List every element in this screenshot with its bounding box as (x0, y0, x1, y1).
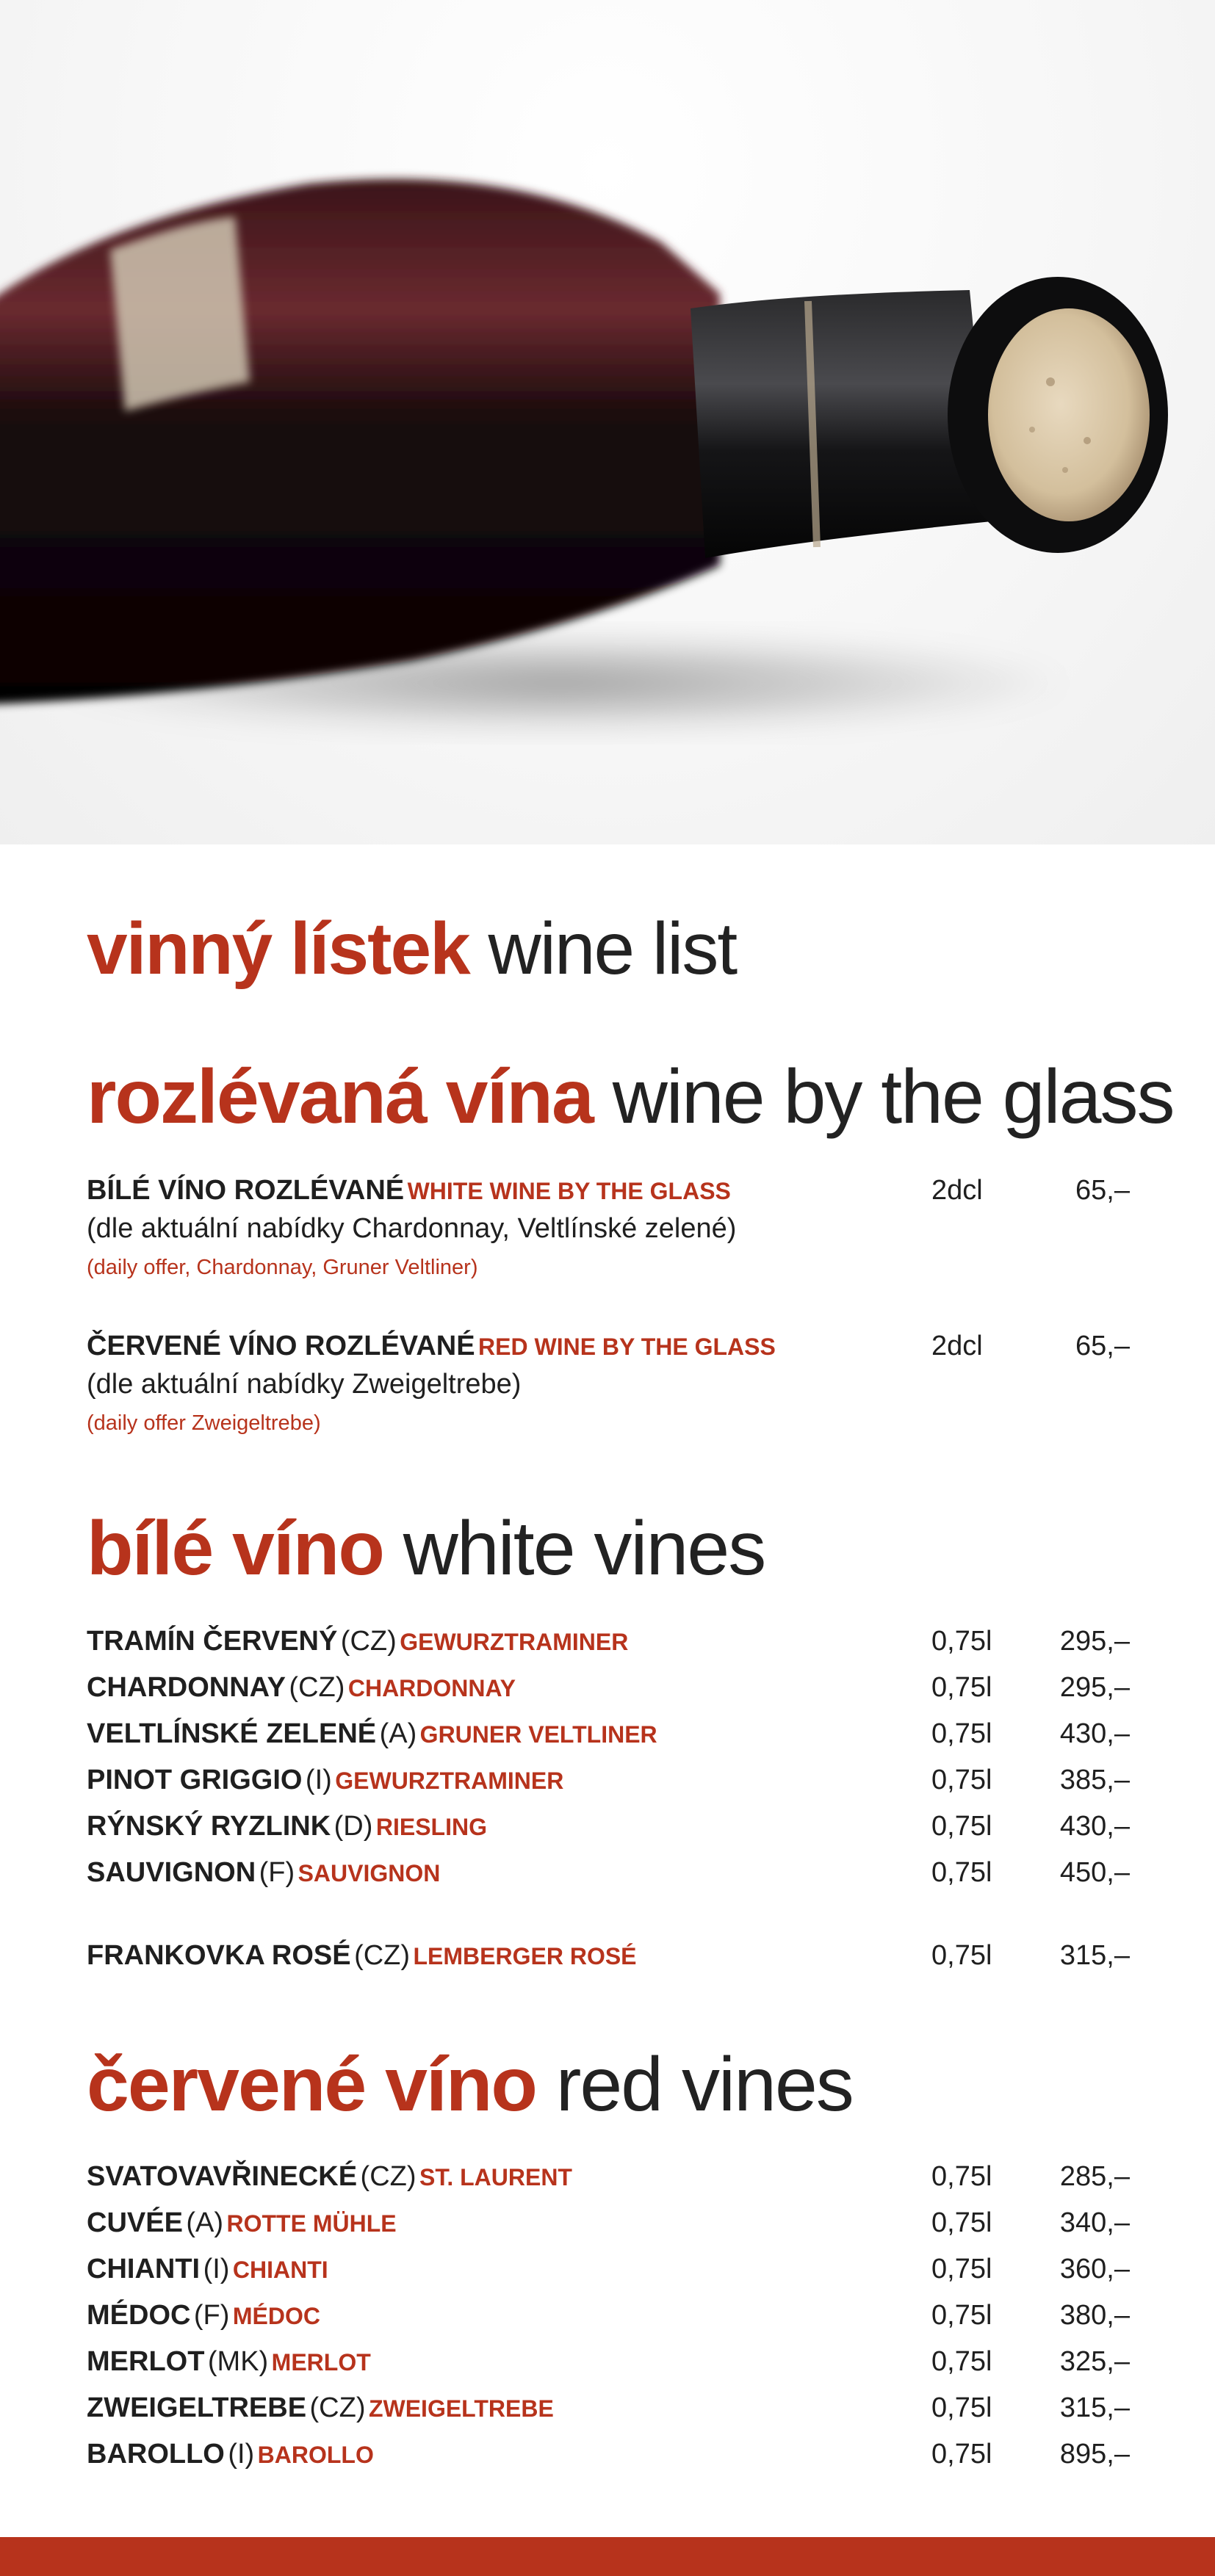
wine-note: (dle aktuální nabídky Chardonnay, Veltlínské zelené) (87, 1213, 737, 1244)
wine-note: (dle aktuální nabídky Zweigeltrebe) (87, 1369, 522, 1400)
wine-name: MERLOT (87, 2346, 205, 2377)
wine-origin: (MK) (207, 2346, 269, 2377)
list-item (87, 1811, 1130, 1848)
wine-volume: 0,75l (931, 2300, 992, 2331)
wine-origin: (CZ) (340, 1626, 397, 1657)
wine-volume: 0,75l (931, 2439, 992, 2470)
list-item (87, 2439, 1130, 2475)
wine-origin: (I) (203, 2254, 230, 2284)
wine-name-en: ZWEIGELTREBE (368, 2395, 554, 2422)
section-title-en: red vines (555, 2042, 853, 2127)
wine-name: CHARDONNAY (87, 1672, 286, 1703)
wine-volume: 0,75l (931, 2207, 992, 2238)
wine-name-en: MERLOT (271, 2349, 371, 2376)
wine-name-en: CHARDONNAY (347, 1675, 516, 1701)
wine-volume: 0,75l (931, 1626, 992, 1657)
section-title-cz: rozlévaná vína (87, 1054, 593, 1140)
wine-name-en: GRUNER VELTLINER (419, 1721, 657, 1748)
wine-origin: (CZ) (360, 2161, 417, 2192)
wine-price: 895,– (1059, 2439, 1130, 2470)
wine-volume: 0,75l (931, 2392, 992, 2423)
list-item (87, 1331, 1130, 1367)
wine-name-en: GEWURZTRAMINER (335, 1768, 564, 1794)
section-title-white (87, 1505, 765, 1593)
wine-name-en: SAUVIGNON (298, 1860, 441, 1886)
section-title-en: white vines (403, 1506, 765, 1591)
bottle-label (110, 217, 250, 411)
wine-price: 385,– (1059, 1765, 1130, 1795)
wine-price: 430,– (1059, 1718, 1130, 1749)
wine-price: 285,– (1059, 2161, 1130, 2192)
wine-note-en: (daily offer Zweigeltrebe) (87, 1411, 321, 1435)
list-item (87, 1672, 1130, 1709)
footer-bar (0, 2537, 1215, 2576)
wine-volume: 0,75l (931, 2161, 992, 2192)
section-title-en: wine by the glass (612, 1054, 1174, 1140)
section-title-glass (87, 1054, 1173, 1141)
menu-title (87, 907, 736, 991)
wine-origin: (F) (259, 1857, 295, 1888)
list-item (87, 1175, 1130, 1212)
wine-volume: 0,75l (931, 1718, 992, 1749)
wine-name: SVATOVAVŘINECKÉ (87, 2161, 358, 2192)
wine-price: 65,– (1075, 1331, 1130, 1361)
list-item (87, 2161, 1130, 2198)
wine-price: 325,– (1059, 2346, 1130, 2377)
wine-price: 315,– (1059, 1940, 1130, 1971)
list-item (87, 2207, 1130, 2244)
wine-origin: (CZ) (289, 1672, 345, 1703)
wine-bottle-photo (0, 0, 1215, 844)
wine-price: 315,– (1059, 2392, 1130, 2423)
section-title-cz: červené víno (87, 2042, 536, 2127)
wine-name-en: WHITE WINE BY THE GLASS (407, 1178, 731, 1204)
wine-origin: (I) (305, 1765, 332, 1795)
wine-name-en: RED WINE BY THE GLASS (478, 1334, 776, 1360)
wine-origin: (A) (379, 1718, 417, 1749)
wine-name: ČERVENÉ VÍNO ROZLÉVANÉ (87, 1331, 475, 1361)
wine-name: SAUVIGNON (87, 1857, 256, 1888)
wine-name-en: BAROLLO (257, 2442, 374, 2468)
section-title-cz: bílé víno (87, 1506, 383, 1591)
wine-origin: (F) (193, 2300, 230, 2331)
wine-name: BÍLÉ VÍNO ROZLÉVANÉ (87, 1175, 405, 1206)
wine-price: 65,– (1075, 1175, 1130, 1206)
wine-price: 295,– (1059, 1626, 1130, 1657)
list-item (87, 2254, 1130, 2290)
wine-name-en: CHIANTI (232, 2257, 328, 2283)
wine-origin: (CZ) (354, 1940, 411, 1971)
wine-name-en: ST. LAURENT (419, 2164, 572, 2190)
wine-name-en: MÉDOC (232, 2303, 320, 2329)
list-item (87, 1626, 1130, 1663)
list-item (87, 1857, 1130, 1894)
bottle-neck (691, 290, 992, 558)
wine-volume: 2dcl (931, 1331, 983, 1361)
wine-name-en: GEWURZTRAMINER (400, 1629, 629, 1655)
wine-volume: 0,75l (931, 1765, 992, 1795)
wine-note-en: (daily offer, Chardonnay, Gruner Veltliner) (87, 1256, 478, 1279)
wine-name: RÝNSKÝ RYZLINK (87, 1811, 331, 1842)
list-item (87, 1940, 1130, 1977)
list-item (87, 1718, 1130, 1755)
wine-volume: 0,75l (931, 2346, 992, 2377)
wine-name: CHIANTI (87, 2254, 201, 2284)
wine-volume: 0,75l (931, 1857, 992, 1888)
wine-name: VELTLÍNSKÉ ZELENÉ (87, 1718, 377, 1749)
wine-name-en: LEMBERGER ROSÉ (413, 1943, 637, 1969)
wine-volume: 0,75l (931, 1811, 992, 1842)
wine-name: MÉDOC (87, 2300, 191, 2331)
wine-volume: 0,75l (931, 2254, 992, 2284)
wine-price: 360,– (1059, 2254, 1130, 2284)
wine-name-en: RIESLING (375, 1814, 487, 1840)
list-item (87, 1765, 1130, 1801)
bottle-body (0, 179, 720, 705)
wine-price: 295,– (1059, 1672, 1130, 1703)
wine-origin: (CZ) (309, 2392, 366, 2423)
wine-name: CUVÉE (87, 2207, 183, 2238)
list-item (87, 2300, 1130, 2337)
wine-price: 340,– (1059, 2207, 1130, 2238)
wine-name: PINOT GRIGGIO (87, 1765, 303, 1795)
wine-name: TRAMÍN ČERVENÝ (87, 1626, 338, 1657)
cork (988, 308, 1150, 521)
wine-name: FRANKOVKA ROSÉ (87, 1940, 351, 1971)
list-item (87, 2346, 1130, 2383)
list-item (87, 2392, 1130, 2429)
wine-origin: (A) (186, 2207, 224, 2238)
wine-price: 430,– (1059, 1811, 1130, 1842)
wine-origin: (I) (228, 2439, 255, 2470)
wine-name-en: ROTTE MÜHLE (226, 2210, 397, 2237)
wine-price: 450,– (1059, 1857, 1130, 1888)
wine-price: 380,– (1059, 2300, 1130, 2331)
wine-name: ZWEIGELTREBE (87, 2392, 307, 2423)
wine-volume: 0,75l (931, 1940, 992, 1971)
menu-title-en: wine list (488, 908, 737, 990)
wine-volume: 0,75l (931, 1672, 992, 1703)
wine-volume: 2dcl (931, 1175, 983, 1206)
section-title-red (87, 2041, 853, 2129)
wine-origin: (D) (334, 1811, 373, 1842)
wine-name: BAROLLO (87, 2439, 225, 2470)
menu-title-cz: vinný lístek (87, 908, 469, 990)
